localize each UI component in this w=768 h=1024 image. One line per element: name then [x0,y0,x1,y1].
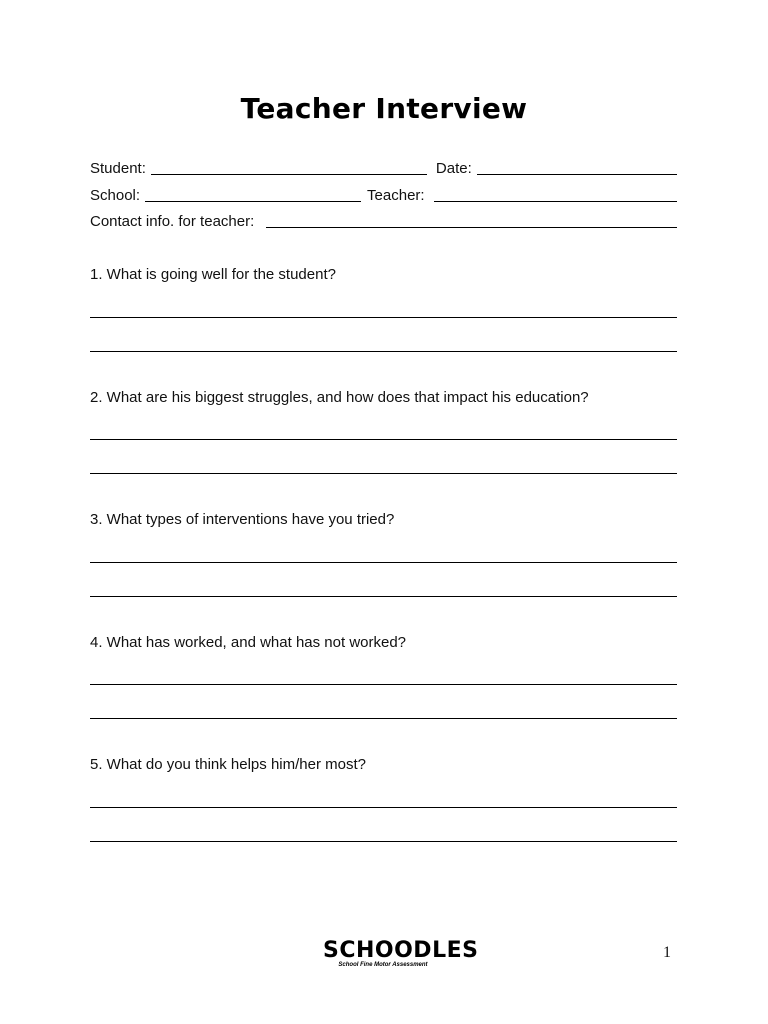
question-5: 5. What do you think helps him/her most? [90,756,366,773]
teacher-field[interactable] [434,201,677,202]
answer-line-4b[interactable] [90,718,677,719]
student-date-row [90,157,677,177]
page-title: Teacher Interview [240,92,528,125]
question-3: 3. What types of interventions have you tried? [90,511,395,528]
date-field[interactable] [477,174,677,175]
answer-line-3b[interactable] [90,596,677,597]
logo-wordmark: SCHOODLES [323,938,479,963]
question-2: 2. What are his biggest struggles, and how does that impact his education? [90,389,589,406]
logo-tagline: School Fine Motor Assessment [338,962,428,968]
date-label: Date: [435,160,472,177]
answer-line-3a[interactable] [90,562,677,563]
answer-line-4a[interactable] [90,684,677,685]
teacher-label: Teacher: [367,187,425,204]
answer-line-5b[interactable] [90,841,677,842]
schoodles-logo [323,938,479,970]
answer-line-1b[interactable] [90,351,677,352]
student-field[interactable] [151,174,427,175]
contact-field[interactable] [266,227,677,228]
contact-row [90,210,677,230]
answer-line-2b[interactable] [90,473,677,474]
school-teacher-row [90,184,677,204]
school-label: School: [90,187,141,204]
page-number: 1 [663,944,671,961]
answer-line-1a[interactable] [90,317,677,318]
school-field[interactable] [145,201,361,202]
student-label: Student: [90,160,146,177]
question-1: 1. What is going well for the student? [90,266,336,283]
answer-line-2a[interactable] [90,439,677,440]
question-4: 4. What has worked, and what has not worked? [90,634,407,651]
answer-line-5a[interactable] [90,807,677,808]
contact-label: Contact info. for teacher: [90,213,255,230]
